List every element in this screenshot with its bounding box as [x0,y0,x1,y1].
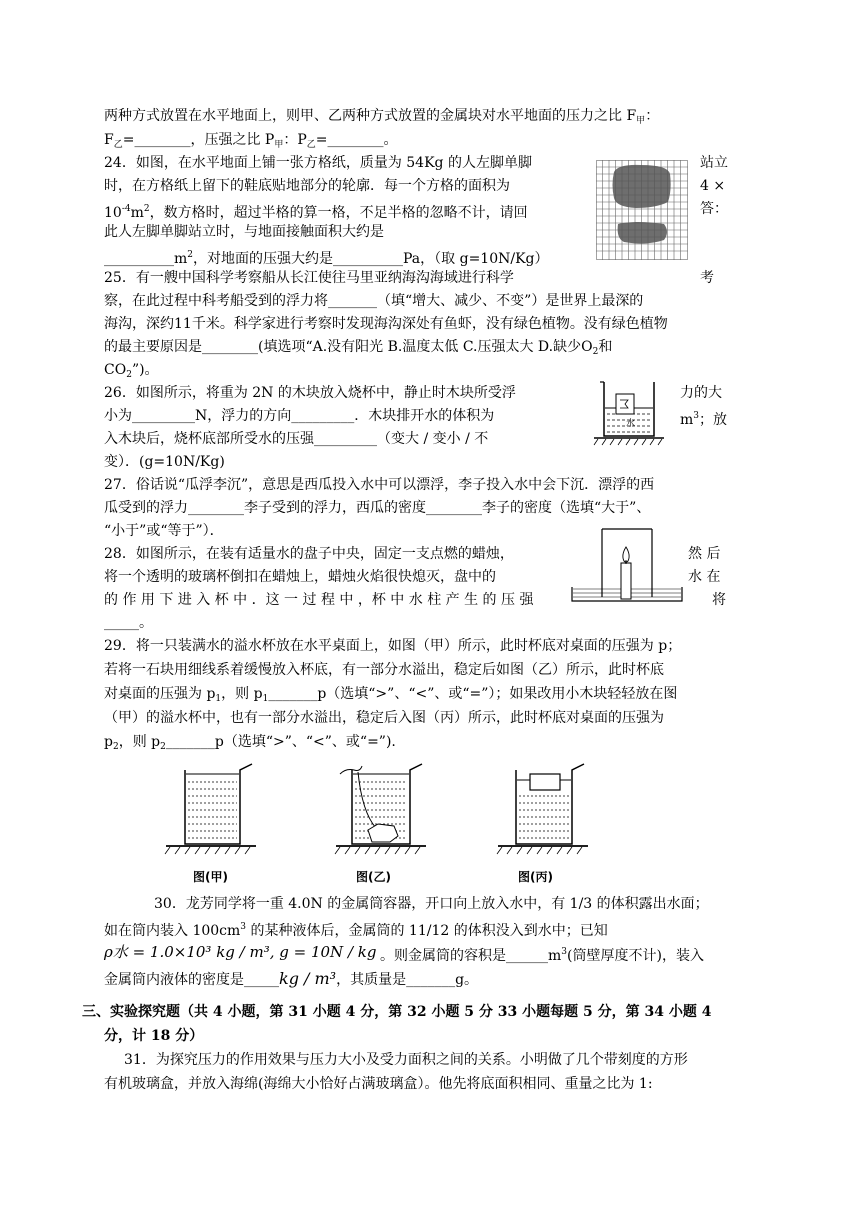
question-25-line-right: 考 [700,270,714,286]
question-27-line: 27．俗话说“瓜浮李沉”，意思是西瓜投入水中可以漂浮，李子投入水中会下沉．漂浮的西 [104,477,655,493]
text-line: 两种方式放置在水平地面上，则甲、乙两种方式放置的金属块对水平地面的压力之比 $F_甲$： [104,108,660,126]
question-28-line-right: 然 后 [688,546,721,562]
overflow-cup-bing-figure [492,762,592,862]
section-3-heading: 三、实验探究题（共 4 小题，第 31 小题 4 分，第 32 小题 5 分 33 小题每题 5 分，第 34 小题 4 [82,1004,712,1020]
shoe-print-grid-figure [596,160,688,260]
question-25-line: 的最主要原因是________(填选项“A.没有阳光 B.温度太低 C.压强太大 D.缺少$O_2$和 [104,339,613,357]
question-29-line: （甲）的溢水杯中，也有一部分水溢出，稳定后入图（丙）所示，此时杯底对桌面的压强为 [104,710,664,726]
figure-caption-jia: 图(甲) [193,870,228,884]
question-28-line: 的 作 用 下 进 入 杯 中 ．这 一 过 程 中 ，杯 中 水 柱 产 生 的 压 强 [104,592,534,608]
question-28-line: 28．如图所示，在装有适量水的盘子中央，固定一支点燃的蜡烛， [104,546,514,562]
question-30-line: 如在筒内装入 $100cm^3$ 的某种液体后，金属筒的 11/12 的体积没入到水中；已知 [104,922,608,939]
figure-caption-yi: 图(乙) [356,870,391,884]
question-24-line: 时，在方格纸上留下的鞋底贴地部分的轮廓．每一个方格的面积为 [104,178,510,194]
question-26-line-right: $m^3$；放 [680,411,728,428]
question-25-line: 25．有一艘中国科学考察船从长江使往马里亚纳海沟海域进行科学 [104,270,514,286]
question-27-line: “小于”或“等于”）． [104,523,224,539]
question-29-line: $p_2$，则 $p_2\_\_\_\_\_\_\_p$（选填“>”、“<”、或“=”). [104,734,396,752]
question-31-line: 31．为探究压力的作用效果与压力大小及受力面积之间的关系。小明做了几个带刻度的方形 [124,1052,688,1068]
question-24-line-right: 答： [700,201,728,217]
question-24-line-right: 站立 [700,155,728,171]
question-24-line: 此人左脚单脚站立时，与地面接触面积大约是 [104,224,384,240]
section-3-heading: 分，计 18 分） [104,1028,204,1044]
svg-text:水: 水 [626,419,636,429]
beaker-wood-block-figure [592,380,666,448]
question-24-line: $\_\_\_\_\_\_\_\_\_\_m^2$，对地面的压强大约是__________Pa，（取 g=10N/Kg） [104,250,549,267]
overflow-cup-jia-figure [160,762,260,862]
question-25-line: 海沟，深约11千米。科学家进行考察时发现海沟深处有鱼虾，没有绿色植物。没有绿色植物 [104,316,668,332]
question-24-line: 24．如图，在水平地面上铺一张方格纸，质量为 54Kg 的人左脚单脚 [104,155,532,171]
overflow-cup-yi-figure [332,762,432,862]
question-28-line: _____。 [104,615,153,631]
question-28-line: 将一个透明的玻璃杯倒扣在蜡烛上，蜡烛火焰很快熄灭，盘中的 [104,569,496,585]
question-24-line: $10^{-4}m^2$，数方格时，超过半格的算一格，不足半格的忽略不计，请回 [104,204,528,221]
question-27-line: 瓜受到的浮力________李子受到的浮力，西瓜的密度________李子的密度（选填“大于”、 [104,500,651,516]
question-30-line: 金属筒内液体的密度是_____kg / m³，其质量是_______g。 [104,969,479,988]
candle-dish-figure [570,527,684,607]
figure-caption-bing: 图(丙) [518,870,553,884]
question-26-line: 变）．(g=10N/Kg) [104,454,225,470]
question-30-line: 。则金属筒的容积是$\_\_\_\_\_\_m^3$(筒壁厚度不计)，装入 [380,947,704,964]
question-28-line-right: 水 在 [688,569,721,585]
question-26-line: 小为_________N，浮力的方向_________．木块排开水的体积为 [104,408,495,424]
question-26-line: 26．如图所示，将重为 2N 的木块放入烧杯中，静止时木块所受浮 [104,385,516,401]
text-line: $F_乙=\_\_\_\_\_\_\_\_$，压强之比 $P_甲$：$P_乙=\_\_\_\_\_\_\_\_$。 [104,132,398,150]
question-25-line: $CO_2$”)。 [104,362,159,380]
question-31-line: 有机玻璃盒，并放入海绵(海绵大小恰好占满玻璃盒）。他先将底面积相同、重量之比为 1: [104,1076,653,1092]
question-30-line: 30．龙芳同学将一重 4.0N 的金属筒容器，开口向上放入水中，有 1/3 的体积露出水面； [154,896,709,912]
question-29-line: 若将一石块用细线系着缓慢放入杯底，有一部分水溢出，稳定后如图（乙）所示，此时杯底 [104,662,664,678]
question-30-formula: ρ水 = 1.0×10³ kg / m³, g = 10N / kg [104,943,377,961]
question-26-line-right: 力的大 [680,385,722,401]
question-28-line-right: 将 [712,592,726,608]
question-25-line: 察，在此过程中科考船受到的浮力将_______（填“增大、减少、不变”）是世界上最深的 [104,293,644,309]
question-24-line-right: 4 × [700,178,726,194]
question-26-line: 入木块后，烧杯底部所受水的压强_________（变大 / 变小 / 不 [104,431,489,447]
question-29-line: 对桌面的压强为 $p_1$，则 $p_1\_\_\_\_\_\_\_p$（选填“>”、“<”、或“=”）；如果改用小木块轻轻放在图 [104,686,678,704]
question-29-line: 29．将一只装满水的溢水杯放在水平桌面上，如图（甲）所示，此时杯底对桌面的压强为 p； [104,638,682,654]
